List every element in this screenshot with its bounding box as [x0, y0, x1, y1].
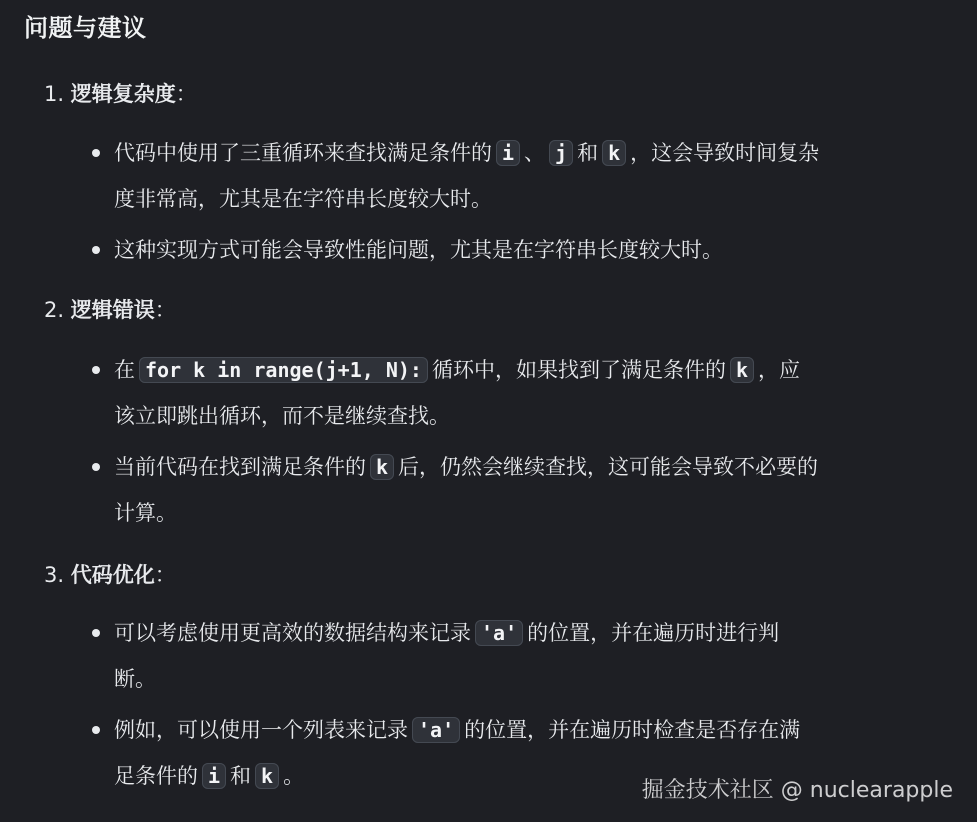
text-fragment: 度非常高，尤其是在字符串长度较大时。 — [114, 187, 492, 211]
section-heading-colon: ： — [175, 82, 197, 106]
inline-code: for k in range(j+1, N): — [139, 357, 428, 383]
section-heading-colon: ： — [154, 563, 176, 587]
bullet-dot-icon — [92, 149, 100, 157]
list-item — [92, 130, 932, 222]
section-number: 3. — [44, 563, 65, 587]
list-item-text — [114, 444, 932, 536]
list-item-text: 这种实现方式可能会导致性能问题，尤其是在字符串长度较大时。 — [114, 238, 723, 262]
text-fragment: 当前代码在找到满足条件的 — [114, 455, 366, 479]
list-item — [92, 347, 932, 439]
inline-code: k — [370, 454, 394, 480]
text-fragment: ，应 — [758, 358, 800, 382]
text-fragment: 、 — [524, 141, 546, 165]
text-fragment: 足条件的 — [114, 764, 198, 788]
section-heading-text: 代码优化 — [70, 563, 155, 587]
section-heading-1 — [44, 80, 197, 108]
text-fragment: 的位置，并在遍历时检查是否存在满 — [464, 718, 801, 742]
text-fragment: 循环中，如果找到了满足条件的 — [431, 358, 726, 382]
bullet-dot-icon — [92, 246, 100, 254]
section-heading-2 — [44, 296, 176, 324]
text-fragment: 和 — [230, 764, 252, 788]
list-item-text — [114, 610, 932, 702]
section-heading-text: 逻辑错误 — [70, 298, 155, 322]
text-fragment: 计算。 — [114, 501, 177, 525]
bullet-dot-icon — [92, 726, 100, 734]
text-fragment: 在 — [114, 358, 135, 382]
text-fragment: 可以考虑使用更高效的数据结构来记录 — [114, 621, 471, 645]
bullet-dot-icon — [92, 629, 100, 637]
list-item — [92, 227, 932, 273]
inline-code: k — [602, 140, 626, 166]
inline-code: k — [730, 357, 754, 383]
text-fragment: 的位置，并在遍历时进行判 — [527, 621, 780, 645]
text-fragment: 断。 — [114, 667, 156, 691]
section-number: 2. — [44, 298, 65, 322]
text-fragment: 该立即跳出循环，而不是继续查找。 — [114, 404, 450, 428]
watermark: 掘金技术社区 @ nuclearapple — [641, 778, 953, 803]
list-item-text — [114, 130, 932, 222]
inline-code: 'a' — [475, 620, 523, 646]
list-item — [92, 610, 932, 702]
text-fragment: ，这会导致时间复杂 — [630, 141, 820, 165]
inline-code: k — [255, 763, 279, 789]
text-fragment: 代码中使用了三重循环来查找满足条件的 — [114, 141, 492, 165]
text-fragment: 和 — [577, 141, 599, 165]
bullet-dot-icon — [92, 366, 100, 374]
section-heading-colon: ： — [154, 298, 176, 322]
text-fragment: 。 — [283, 764, 305, 788]
inline-code: 'a' — [412, 717, 460, 743]
section-heading-3 — [44, 561, 176, 589]
text-fragment: 例如，可以使用一个列表来记录 — [114, 718, 408, 742]
inline-code: i — [496, 140, 520, 166]
section-heading-text: 逻辑复杂度 — [70, 82, 176, 106]
text-fragment: 后，仍然会继续查找，这可能会导致不必要的 — [398, 455, 819, 479]
inline-code: j — [549, 140, 573, 166]
list-item-text — [114, 347, 932, 439]
section-number: 1. — [44, 82, 65, 106]
page-title: 问题与建议 — [24, 14, 147, 42]
bullet-dot-icon — [92, 463, 100, 471]
list-item — [92, 444, 932, 536]
inline-code: i — [202, 763, 226, 789]
